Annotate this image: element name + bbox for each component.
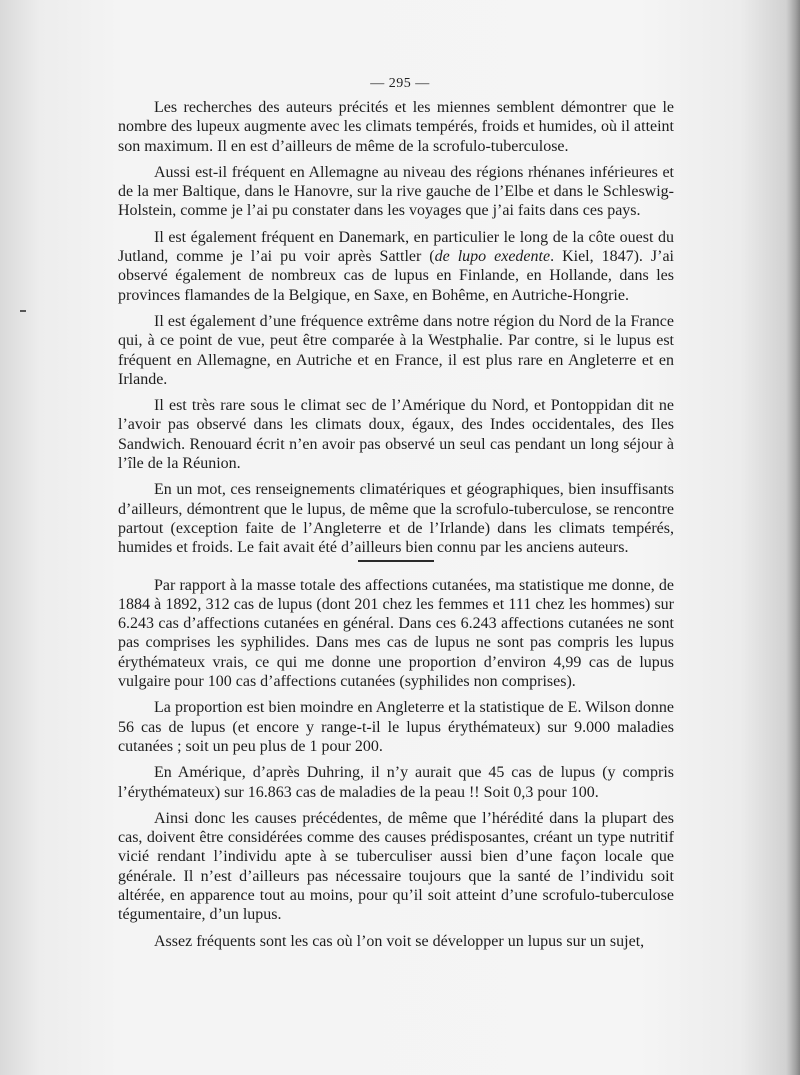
paragraph-en-un-mot: En un mot, ces renseignements climatériques et géographiques, bien insuffisants d’ailleurs, démontrent que le lupus, de même que la scrofulo-tuberculose, se rencontre partout (exception faite de l’Angleterre et de l’Irlande) dans les climats tempérés, humides et froids. Le fait avait été d’ailleurs bien connu par les anciens auteurs. <box>118 481 674 557</box>
paragraph-nord-france: Il est également d’une fréquence extrême dans notre région du Nord de la France qui, à ce point de vue, peut être comparée à la Westphalie. Par contre, si le lupus est fréquent en Allemagne, en Autriche et en France, il est plus rare en Angleterre et en Irlande. <box>118 312 674 388</box>
paragraph-angleterre: La proportion est bien moindre en Angleterre et la statistique de E. Wilson donne 56 cas de lupus (et encore y range-t-il le lupus érythémateux) sur 9.000 maladies cutanées ; soit un peu plus de 1 pour 200. <box>118 699 674 755</box>
paragraph-recherches: Les recherches des auteurs précités et les miennes semblent démontrer que le nombre des lupeux augmente avec les climats tempérés, froids et humides, où il atteint son maximum. Il en est d’ailleurs de même de la scrofulo-tuberculose. <box>118 99 674 155</box>
paragraph-allemagne: Aussi est-il fréquent en Allemagne au niveau des régions rhénanes inférieures et de la mer Baltique, dans le Hanovre, sur la rive gauche de l’Elbe et dans le Schleswig-Holstein, comme je l’ai pu constater dans les voyages que j’ai faits dans ces pays. <box>118 163 674 220</box>
paragraph-causes: Ainsi donc les causes précédentes, de même que l’hérédité dans la plupart des cas, doivent être considérées comme des causes prédisposantes, créant un type nutritif vicié rendant l’individu apte à se tuberculiser aussi bien d’une façon locale que générale. Il n’est d’ailleurs pas nécessaire toujours que la santé de l’individu soit altérée, en apparence tout au moins, pour qu’il soit atteint d’une scrofulo-tuberculose tégumentaire, d’un lupus. <box>118 809 674 924</box>
paragraph-amerique-nord: Il est très rare sous le climat sec de l’Amérique du Nord, et Pontoppidan dit ne l’avoir pas observé dans les climats doux, égaux, des Indes occidentales, des Iles Sandwich. Renouard écrit n’en avoir pas observé un seul cas pendant un long séjour à l’île de la Réunion. <box>118 397 674 473</box>
section-divider <box>358 560 434 562</box>
body-text <box>118 98 674 958</box>
paragraph-danemark-rest: . Kiel, 1847). J’ai observé également de nombreux cas de lupus en Finlande, en Hollande, dans les provinces flamandes de la Belgique, en Saxe, en Bohême, en Autriche-Hongrie. <box>118 248 675 304</box>
paragraph-danemark <box>118 228 674 305</box>
paragraph-duhring: En Amérique, d’après Duhring, il n’y aurait que 45 cas de lupus (y compris l’érythémateux) sur 16.863 cas de maladies de la peau !! Soit 0,3 pour 100. <box>118 764 674 801</box>
paragraph-assez-frequents: Assez fréquents sont les cas où l’on voit se développer un lupus sur un sujet, <box>154 932 645 950</box>
citation-title: de lupo exedente <box>434 248 551 266</box>
page-number: — 295 — <box>370 76 430 91</box>
page-spine-shadow <box>786 0 800 1075</box>
paragraph-danemark-text: Il est également fréquent en Danemark, en particulier le long de la côte ouest du Jutland, comme je l’ai pu voir après Sattler ( <box>118 228 674 266</box>
paragraph-statistique: Par rapport à la masse totale des affections cutanées, ma statistique me donne, de 1884 à 1892, 312 cas de lupus (dont 201 chez les femmes et 111 chez les hommes) sur 6.243 cas d’affections cutanées en général. Dans ces 6.243 affections cutanées ne sont pas comprises les syphilides. Dans mes cas de lupus ne sont pas compris les lupus érythémateux vrais, ce qui me donne une proportion d’environ 4,99 cas de lupus vulgaire pour 100 cas d’affections cutanées (syphilides non comprises). <box>118 576 674 691</box>
margin-mark <box>20 310 26 312</box>
